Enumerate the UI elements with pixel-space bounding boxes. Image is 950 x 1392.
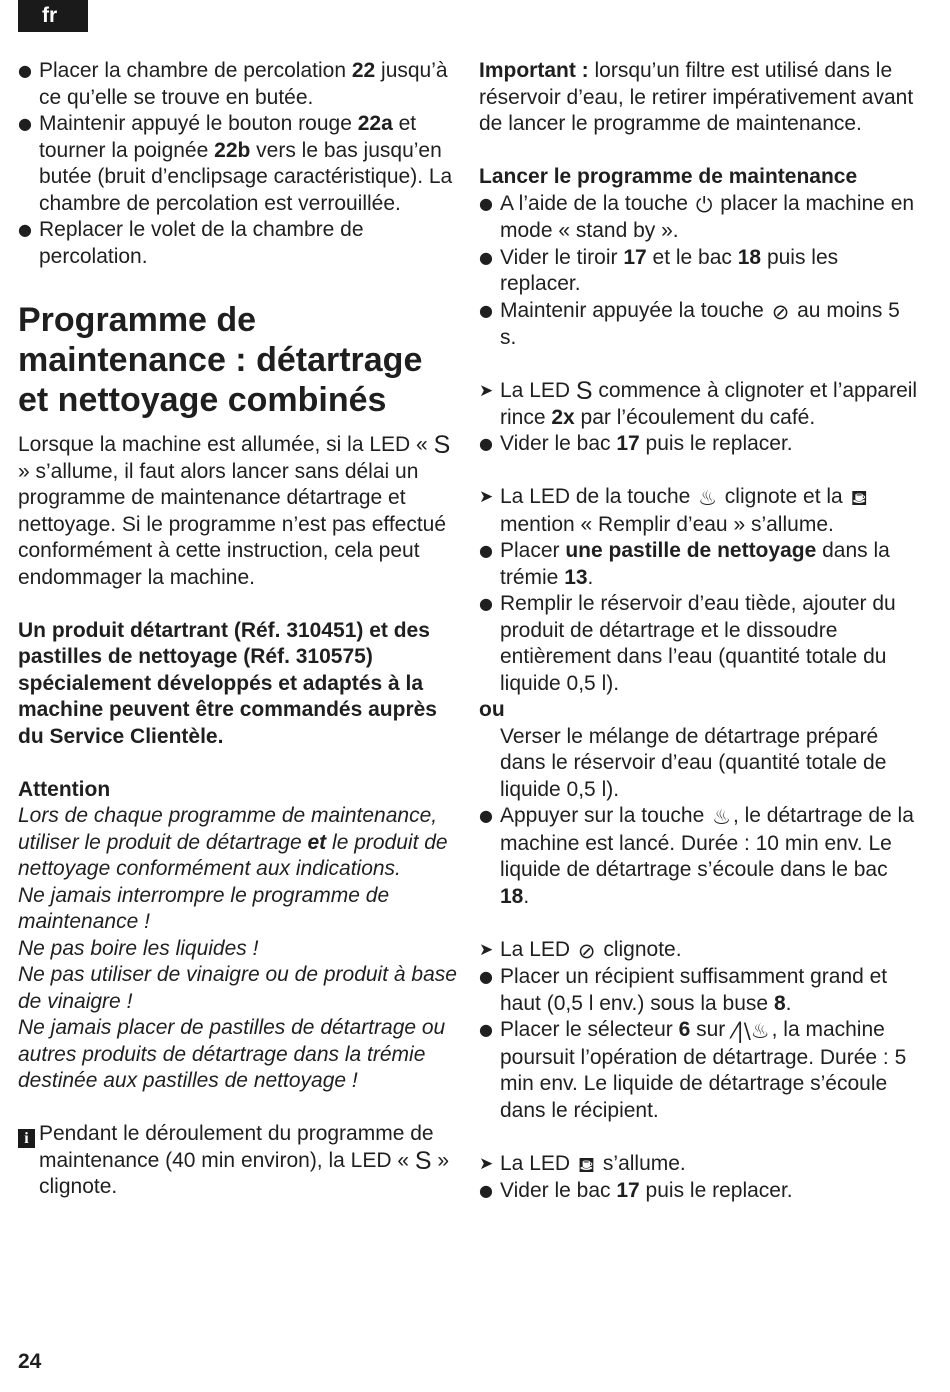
bullet-icon: ● — [479, 434, 493, 453]
maintenance-led-icon: S — [575, 377, 593, 405]
list-item: ● Placer un récipient suffisamment grand et haut (0,5 l env.) sous la buse 8. — [479, 965, 888, 1015]
launch-title: Lancer le programme de maintenance — [479, 165, 858, 188]
bullet-icon: ● — [479, 1181, 493, 1200]
attention-text: Ne jamais placer de pastilles de détartrage ou autres produits de détartrage dans la trémie destinée aux pastilles de nettoyage ! — [18, 1016, 446, 1092]
right-column — [479, 58, 919, 1205]
list-item: ● Replacer le volet de la chambre de percolation. — [18, 218, 364, 268]
selector-position-icon: ⁄|\♨ — [733, 1019, 770, 1043]
list-item: ● Maintenir appuyé le bouton rouge 22a et tourner la poignée 22b vers le bas jusqu’en butée (bruit d’enclipsage caractéristique). La chambre de percolation est verrouillée. — [18, 112, 453, 215]
water-tank-icon: ⛾ — [850, 486, 868, 510]
language-tab: fr — [18, 0, 88, 32]
list-item: ● Placer le sélecteur 6 sur ⁄|\♨, la machine poursuit l’opération de détartrage. Durée : 5 min env. Le liquide de détartrage s’écoule dans le récipient. — [479, 1018, 907, 1122]
bullet-icon: ● — [18, 220, 32, 239]
list-item: ● Vider le bac 17 puis le replacer. — [479, 431, 919, 458]
bullet-icon: ● — [479, 541, 493, 560]
bullet-icon: ● — [479, 247, 493, 267]
product-note: Un produit détartrant (Réf. 310451) et des pastilles de nettoyage (Réf. 310575) spécialement développés et adaptés à la machine peuvent être commandés auprès du Service Clientèle. — [18, 618, 437, 748]
bullet-icon: ● — [479, 1020, 493, 1039]
attention-text: Ne jamais interrompre le programme de maintenance ! — [18, 883, 390, 933]
bullet-icon: ● — [479, 967, 493, 986]
arrow-icon: ➤ — [479, 487, 494, 507]
intro-paragraph: Lorsque la machine est allumée, si la LED « S » s’allume, il faut alors lancer sans délai un programme de maintenance détartrage et nettoyage. Si le programme n’est pas effectué conformément à cette instruction, cela peut endommager la machine. — [18, 431, 451, 589]
important-note: Important : lorsqu’un filtre est utilisé dans le réservoir d’eau, le retirer impérativement avant de lancer le programme de maintenance. — [479, 59, 914, 135]
maintenance-led-icon: S — [433, 431, 451, 459]
bullet-icon: ● — [479, 594, 493, 613]
list-item: ● Appuyer sur la touche ♨, le détartrage de la machine est lancé. Durée : 10 min env. Le liquide de détartrage s’écoule dans le bac 18. — [479, 804, 914, 908]
cleaning-icon: ⊘ — [771, 299, 790, 324]
result-item: ➤ La LED ⊘ clignote. — [479, 937, 682, 963]
list-item: ● Vider le bac 17 puis le replacer. — [479, 1178, 919, 1205]
attention-text: Ne pas boire les liquides ! — [18, 936, 259, 960]
or-label: ou — [479, 698, 505, 721]
result-item: ➤ La LED de la touche ♨ clignote et la ⛾ mention « Remplir d’eau » s’allume. — [479, 485, 868, 536]
steam-icon: ♨ — [698, 486, 717, 510]
maintenance-led-icon: S — [414, 1146, 432, 1175]
page-number: 24 — [18, 1350, 42, 1373]
arrow-icon: ➤ — [479, 939, 494, 960]
steam-icon: ♨ — [712, 805, 731, 829]
bullet-icon: ● — [479, 300, 493, 320]
list-item: ● Placer une pastille de nettoyage dans la trémie 13. — [479, 539, 890, 589]
bullet-icon: ● — [479, 193, 493, 213]
list-item: ● Vider le tiroir 17 et le bac 18 puis les replacer. — [479, 245, 839, 295]
list-item: ● Placer la chambre de percolation 22 jusqu’à ce qu’elle se trouve en butée. — [18, 59, 448, 109]
bullet-icon: ● — [18, 114, 32, 133]
bullet-icon: ● — [479, 806, 493, 825]
result-item: ➤ La LED ⛾ s’allume. — [479, 1151, 686, 1177]
arrow-icon: ➤ — [479, 1153, 494, 1174]
section-heading: Programme de maintenance : détartrage et nettoyage combinés — [18, 301, 423, 419]
power-icon: ⏻ — [695, 192, 713, 217]
result-item: ➤ La LED S commence à clignoter et l’appareil rince 2x par l’écoulement du café. — [479, 377, 918, 429]
arrow-icon: ➤ — [479, 381, 494, 401]
left-column — [18, 58, 458, 1201]
info-note: i Pendant le déroulement du programme de maintenance (40 min environ), la LED « S » clignote. — [18, 1121, 458, 1201]
info-icon: i — [18, 1129, 35, 1148]
or-text: Verser le mélange de détartrage préparé dans le réservoir d’eau (quantité totale de liquide 0,5 l). — [500, 724, 887, 801]
water-tank-icon: ⛾ — [577, 1152, 596, 1177]
attention-text: Ne pas utiliser de vinaigre ou de produit à base de vinaigre ! — [18, 963, 457, 1013]
cleaning-icon: ⊘ — [577, 938, 596, 963]
attention-title: Attention — [18, 777, 111, 801]
list-item: ● A l’aide de la touche ⏻ placer la machine en mode « stand by ». — [479, 191, 915, 242]
attention-text: Lors de chaque programme de maintenance, utiliser le produit de détartrage et le produit de nettoyage conformément aux indications. — [18, 804, 448, 880]
list-item: ● Remplir le réservoir d’eau tiède, ajouter du produit de détartrage et le dissoudre entièrement dans l’eau (quantité totale du liquide 0,5 l). — [479, 592, 896, 695]
list-item: ● Maintenir appuyée la touche ⊘ au moins 5 s. — [479, 298, 900, 349]
bullet-icon: ● — [18, 61, 32, 80]
